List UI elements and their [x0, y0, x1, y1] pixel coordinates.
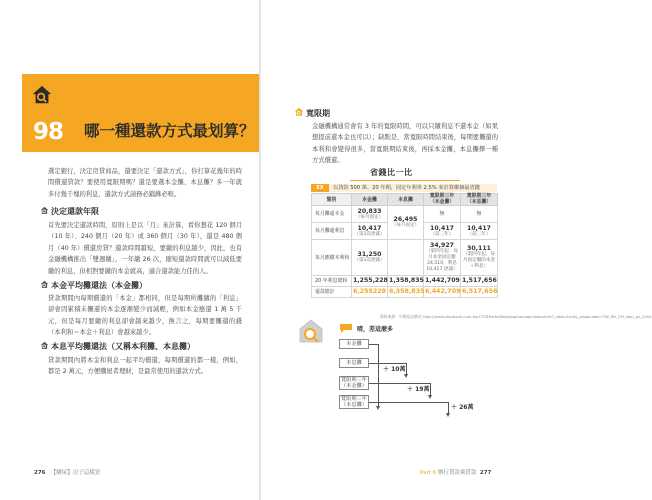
chapter-number: 98	[33, 119, 64, 145]
comparison-table	[311, 193, 498, 298]
table-cell: 1,358,835	[388, 276, 424, 287]
right-footer: Part 6 辦行貸款乘貸款 277	[420, 470, 492, 476]
house-magnifier-icon	[40, 341, 49, 350]
table-row	[312, 240, 498, 276]
row-label: 每月應繳本利和	[312, 240, 352, 276]
table-cell: 1,255,228	[352, 276, 388, 287]
table-cell: 6,442,709	[424, 287, 461, 298]
row-label: 還款總計	[312, 287, 352, 298]
arrow-down-icon	[446, 413, 450, 417]
arrow-down-icon	[376, 406, 380, 410]
house-magnifier-icon	[294, 107, 304, 117]
intro-paragraph: 選定銀行，決定房貸商品，還要決定「還款方式」，你打算花幾年的時間償還貸款？要使用寬限期嗎？還是要選本金攤、本息攤？多一年就多付幾千塊的利息，還款方式請務必錙銖必較。	[48, 168, 242, 198]
table-row	[312, 287, 498, 298]
table-cell: 31,250 （第1次逐減）	[352, 240, 388, 276]
diagram-caption: 唷，差這麼多	[357, 326, 394, 333]
arrow-down-icon	[428, 395, 432, 399]
table-cell: 26,495 （每月固定）	[388, 206, 424, 240]
house-magnifier-icon-outline	[292, 316, 330, 344]
table-header: 本息攤	[388, 194, 424, 206]
diagram-box: 寬限期三年 （本息攤）	[339, 395, 369, 409]
table-source: 資料來源：中國信託網站 http://www.ctbcbank.com.tw/CTCBPortalWeb/appmanager/ebank/rb?_nfpb=true&_pageLabel=TW_RB_CM_loan_ps_1404	[380, 314, 652, 319]
table-row	[312, 206, 498, 223]
table-cell: 34,927 （第四年起：每月本金固定繳 24,510，利息 10,417 逐減）	[424, 240, 461, 276]
example-text: 以貸款 500 萬、20 年期，固定年利率 2.5% 來計算哪個最省錢	[333, 185, 480, 191]
table-cell: 6,517,656	[461, 287, 498, 298]
example-tag: EX	[311, 184, 329, 192]
table-row	[312, 276, 498, 287]
house-magnifier-icon	[40, 206, 49, 215]
left-footer: 276 【購屋】房子這樣買	[34, 470, 101, 476]
section-heading: 決定還款年限	[40, 206, 99, 217]
section-paragraph: 貸款期間內每期償還的「本金」都相同，但是每期所攤繳的「利息」卻會因累積未攤還的本金逐漸變少而減輕，例如本金應還 1 萬 5 千元，但是每月要繳的利息卻會越來越少，換言之，每期要攤還的錢（本利和＝本金＋利息）會越來越少。	[48, 295, 242, 337]
table-cell: 10,417 （前三年）	[424, 223, 461, 240]
table-cell: 10,417 （第1次逐減）	[352, 223, 388, 240]
house-magnifier-icon	[40, 280, 49, 289]
table-header: 本金攤	[352, 194, 388, 206]
table-cell: 無	[461, 206, 498, 223]
section-paragraph: 貸款期間內將本金和利息一起平均償還，每期償還的都一樣，例如，都是 2 萬元，方便購屋者理財，是最常使用的還款方式。	[48, 357, 242, 376]
speech-bubble-icon	[339, 323, 353, 333]
diagram-box: 寬限期三年 （本金攤）	[339, 376, 369, 390]
row-label: 每月攤還本金	[312, 206, 352, 223]
chapter-banner	[22, 74, 259, 152]
chapter-title: 哪一種還款方式最划算？	[84, 122, 255, 140]
table-header: 寬限期三年 （本息攤）	[461, 194, 498, 206]
table-cell: 1,517,656	[461, 276, 498, 287]
connector	[378, 344, 379, 406]
row-label: 每月攤還利息	[312, 223, 352, 240]
table-title: 省錢比一比	[370, 168, 413, 177]
title-underline	[350, 180, 460, 181]
table-cell: 6,358,835	[388, 287, 424, 298]
table-cell: 30,111 （第四年起，每月固定繳的本金＋利息）	[461, 240, 498, 276]
difference-label: ＋ 26萬	[451, 404, 474, 411]
table-cell: 20,833 （每月固定）	[352, 206, 388, 223]
difference-label: ＋ 10萬	[383, 366, 406, 373]
connector	[369, 402, 448, 403]
section-heading: 本息平均攤還法（又稱本利攤、本息攤）	[40, 341, 195, 352]
house-magnifier-icon	[31, 84, 53, 106]
grace-period-heading: 寬限期	[294, 107, 330, 119]
example-bar	[311, 184, 497, 192]
left-page	[0, 0, 259, 500]
grace-period-paragraph: 金融機構通常會有 3 年的寬限時間，可以只繳利息不還本金（如果想提前還本金也可以）；缺點是，當寬限時間結束後，每期要攤還的本利和會變得很多，當寬限期結束後，再採本金攤，本息攤擇一種方式償還。	[312, 123, 498, 165]
difference-label: ＋ 19萬	[407, 386, 430, 393]
table-cell: 1,442,709	[424, 276, 461, 287]
table-cell: 6,255228	[352, 287, 388, 298]
row-label: 20 年利息總和	[312, 276, 352, 287]
table-cell: 10,417 （前三年）	[461, 223, 498, 240]
table-header: 類別	[312, 194, 352, 206]
section-heading: 本金平均攤還法（本金攤）	[40, 280, 147, 291]
section-paragraph: 首先要決定還款時間，原則上是以「月」來計算，看你想花 120 個月（10 年）、240 個月（20 年）或 360 個月（30 年），還是 480 個月（40 年）償還房貸？還款時間越短，要繳的利息越少，因此，也有金融機構推出「雙週繳」，一年繳 26 次，縮短還款時間就可以減低要繳的利息，但相對要繳的本金就高，適合還款能力佳的人。	[48, 222, 242, 275]
diagram-box: 本息攤	[339, 358, 369, 368]
diagram-box: 本金攤	[339, 339, 369, 349]
table-cell	[388, 240, 424, 276]
table-cell: 無	[424, 206, 461, 223]
arrow-down-icon	[404, 374, 408, 378]
table-header: 寬限期三年 （本金攤）	[424, 194, 461, 206]
